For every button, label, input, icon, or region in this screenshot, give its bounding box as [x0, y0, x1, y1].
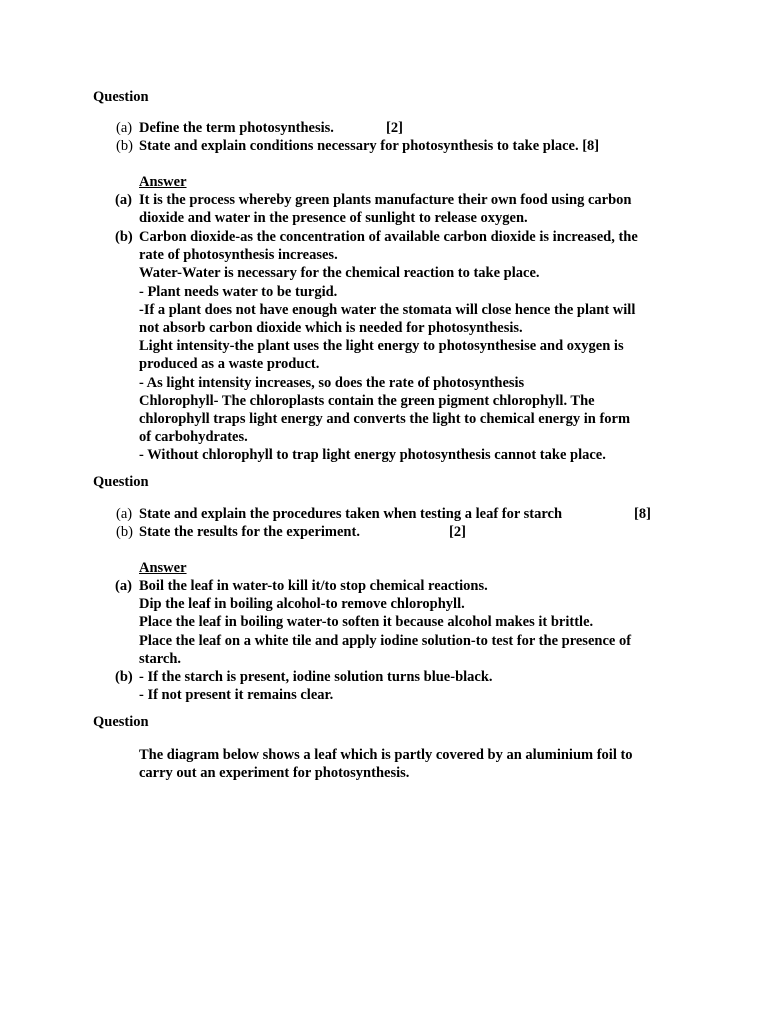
question-3-intro-line: The diagram below shows a leaf which is partly covered by an aluminium foil to — [139, 747, 633, 763]
answer-1b-line: not absorb carbon dioxide which is needed for photosynthesis. — [139, 320, 523, 337]
question-2b-text: State the results for the experiment. — [139, 524, 360, 540]
answer-1b-line: chlorophyll traps light energy and converts the light to chemical energy in form — [139, 411, 631, 428]
answer-2b-line: - If not present it remains clear. — [139, 687, 334, 704]
question-heading-2: Question — [93, 474, 149, 490]
answer-1b-line: Light intensity-the plant uses the light energy to photosynthesise and oxygen is — [139, 338, 624, 355]
question-heading-1: Question — [93, 89, 149, 105]
question-2a-marks: [8] — [634, 506, 651, 522]
answer-1b-line: Chlorophyll- The chloroplasts contain the green pigment chlorophyll. The — [139, 392, 595, 409]
question-1a-text: Define the term photosynthesis. — [139, 120, 334, 136]
answer-1b-line: Carbon dioxide-as the concentration of available carbon dioxide is increased, the — [139, 229, 638, 245]
question-2b-marks: [2] — [449, 524, 466, 540]
answer-2b-line: - If the starch is present, iodine solution turns blue-black. — [139, 669, 493, 685]
answer-2b — [115, 668, 675, 704]
answer-2a — [115, 577, 675, 668]
question-1b-text: State and explain conditions necessary for photosynthesis to take place. [8] — [139, 138, 600, 154]
answer-1a — [115, 191, 675, 227]
answer-1b-line: produced as a waste product. — [139, 356, 320, 373]
question-heading-3: Question — [93, 714, 149, 730]
answer-2a-line: Place the leaf in boiling water-to soften it because alcohol makes it brittle. — [139, 614, 594, 631]
answer-1b — [115, 228, 675, 465]
answer-1b-line: - Without chlorophyll to trap light energy photosynthesis cannot take place. — [139, 447, 606, 464]
answer-title-2: Answer — [139, 560, 187, 576]
answer-2a-label: (a) — [115, 578, 132, 594]
answer-1a-line: It is the process whereby green plants manufacture their own food using carbon — [139, 192, 632, 208]
question-2b-label: (b) — [116, 524, 133, 540]
question-1a-label: (a) — [116, 120, 133, 136]
answer-1a-label: (a) — [115, 192, 132, 208]
question-1b-label: (b) — [116, 138, 133, 154]
answer-1a-line: dioxide and water in the presence of sunlight to release oxygen. — [139, 210, 528, 227]
answer-1b-line: Water-Water is necessary for the chemical reaction to take place. — [139, 265, 540, 282]
answer-1b-line: of carbohydrates. — [139, 429, 248, 446]
answer-1b-line: -If a plant does not have enough water the stomata will close hence the plant will — [139, 301, 636, 318]
answer-2a-line: Dip the leaf in boiling alcohol-to remove chlorophyll. — [139, 596, 465, 613]
answer-2a-line: starch. — [139, 650, 182, 667]
question-1a-marks: [2] — [386, 120, 403, 136]
answer-1b-line: - As light intensity increases, so does the rate of photosynthesis — [139, 374, 525, 391]
question-2a-label: (a) — [116, 506, 133, 522]
answer-2a-line: Place the leaf on a white tile and apply iodine solution-to test for the presence of — [139, 632, 632, 649]
answer-2b-label: (b) — [115, 669, 133, 685]
answer-1b-line: rate of photosynthesis increases. — [139, 247, 338, 264]
answer-2a-line: Boil the leaf in water-to kill it/to stop chemical reactions. — [139, 578, 488, 594]
answer-title-1: Answer — [139, 174, 187, 190]
question-3-intro — [139, 746, 679, 782]
answer-1b-label: (b) — [115, 229, 133, 245]
answer-1b-line: - Plant needs water to be turgid. — [139, 283, 338, 300]
question-2a-text: State and explain the procedures taken when testing a leaf for starch — [139, 506, 563, 522]
question-3-intro-line: carry out an experiment for photosynthesis. — [139, 765, 410, 782]
